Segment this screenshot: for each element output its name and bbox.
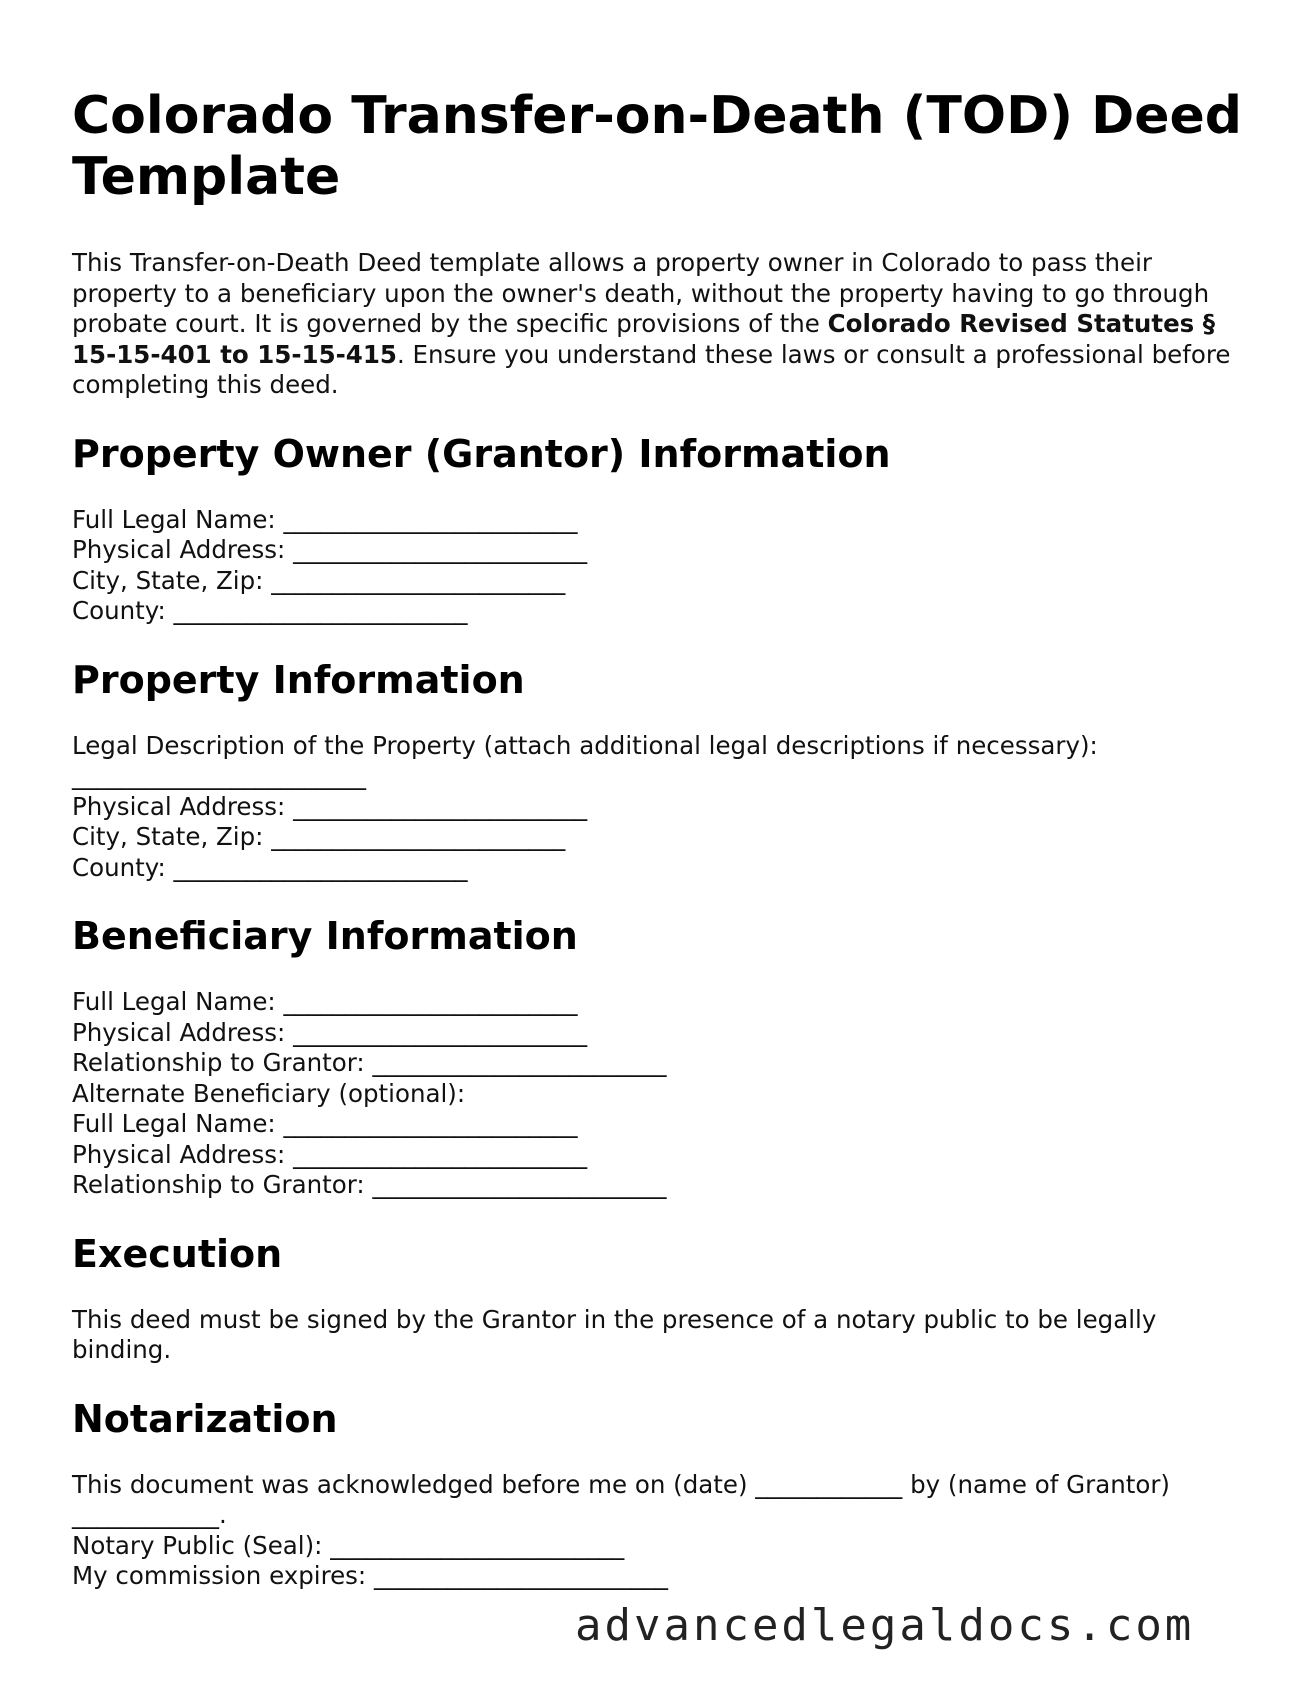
property-county-field[interactable] [72,853,1247,884]
legal-description-label: Legal Description of the Property (attach additional legal descriptions if necessary): [72,730,1098,760]
notary-seal-blank[interactable]: ________________________ [330,1530,625,1560]
grantor-heading: Property Owner (Grantor) Information [72,431,891,476]
property-city-field[interactable] [72,822,1247,853]
property-section [72,657,1247,884]
alternate-name-blank[interactable]: ________________________ [283,1109,578,1138]
watermark: advancedlegaldocs.com [575,1600,1195,1651]
beneficiary-address-blank[interactable]: ________________________ [293,1017,588,1047]
document-title: Colorado Transfer-on-Death (TOD) Deed Template [72,86,1243,207]
alternate-relationship-blank[interactable]: ________________________ [372,1170,667,1199]
alternate-relationship-label: Relationship to Grantor: [72,1170,373,1199]
grantor-address-blank[interactable]: ________________________ [293,535,588,564]
alternate-address-blank[interactable]: ________________________ [293,1139,588,1169]
grantor-city-field[interactable] [72,566,1247,597]
notary-seal-field[interactable] [72,1531,1247,1562]
grantor-name-blank[interactable]: ________________________ [283,504,578,534]
commission-expires-blank[interactable]: ________________________ [373,1561,668,1590]
execution-section [72,1231,1247,1366]
property-address-blank[interactable]: ________________________ [293,791,588,821]
execution-heading: Execution [72,1231,283,1276]
beneficiary-relationship-blank[interactable]: ________________________ [372,1048,667,1077]
beneficiary-relationship-field[interactable] [72,1048,1247,1079]
beneficiary-heading: Beneficiary Information [72,914,578,958]
commission-expires-label: My commission expires: [72,1561,374,1590]
alternate-name-label: Full Legal Name: [72,1109,284,1138]
grantor-city-blank[interactable]: ________________________ [271,565,566,595]
alternate-address-field[interactable] [72,1140,1247,1171]
grantor-county-field[interactable] [72,596,1247,627]
alternate-relationship-field[interactable] [72,1170,1247,1201]
grantor-name-field[interactable] [72,505,1247,536]
notarization-section [72,1396,1247,1592]
property-county-blank[interactable]: ________________________ [173,852,468,882]
notary-seal-label: Notary Public (Seal): [72,1530,331,1560]
execution-text: This deed must be signed by the Grantor in the presence of a notary public to be legally binding. [72,1304,1157,1364]
ack-text-part2: by (name of Grantor) [902,1469,1170,1499]
property-address-field[interactable] [72,792,1247,823]
grantor-section [72,431,1247,627]
beneficiary-address-label: Physical Address: [72,1017,294,1047]
grantor-county-label: County: [72,596,174,625]
intro-text-before: This Transfer-on-Death Deed template allows a property owner in Colorado to pass their property to a beneficiary upon the owner's death, without the property having to go through probate court. It is governed by the specific provisions of the [72,248,1210,338]
property-county-label: County: [72,852,174,882]
intro-paragraph [72,248,1247,401]
commission-expires-field[interactable] [72,1561,1247,1592]
property-heading: Property Information [72,657,525,702]
intro-text-after: . Ensure you understand these laws or consult a professional before completing this deed. [72,339,1231,399]
beneficiary-section [72,913,1247,1201]
statute-reference: Colorado Revised Statutes § 15-15-401 to 15-15-415 [72,309,1216,369]
legal-description-blank[interactable]: ________________________ [72,761,366,790]
ack-text-part1: This document was acknowledged before me on (date) [72,1469,756,1499]
acknowledgement-statement [72,1470,1170,1530]
beneficiary-name-blank[interactable]: ________________________ [283,987,578,1016]
grantor-county-blank[interactable]: ________________________ [173,596,468,625]
beneficiary-name-label: Full Legal Name: [72,987,284,1016]
document-page [72,86,1247,1622]
ack-date-blank[interactable]: ____________ [755,1469,903,1499]
grantor-city-label: City, State, Zip: [72,565,272,595]
ack-grantor-blank[interactable]: ____________ [72,1500,219,1529]
grantor-name-label: Full Legal Name: [72,504,284,534]
beneficiary-address-field[interactable] [72,1018,1247,1049]
property-city-blank[interactable]: ________________________ [271,822,566,851]
alternate-name-field[interactable] [72,1109,1247,1140]
beneficiary-name-field[interactable] [72,987,1247,1018]
beneficiary-relationship-label: Relationship to Grantor: [72,1048,373,1077]
grantor-address-label: Physical Address: [72,535,294,564]
property-address-label: Physical Address: [72,791,294,821]
grantor-address-field[interactable] [72,535,1247,566]
notarization-heading: Notarization [72,1396,338,1441]
alternate-beneficiary-label: Alternate Beneficiary (optional): [72,1078,466,1108]
ack-text-end: . [219,1500,227,1529]
alternate-address-label: Physical Address: [72,1139,294,1169]
property-city-label: City, State, Zip: [72,822,272,851]
